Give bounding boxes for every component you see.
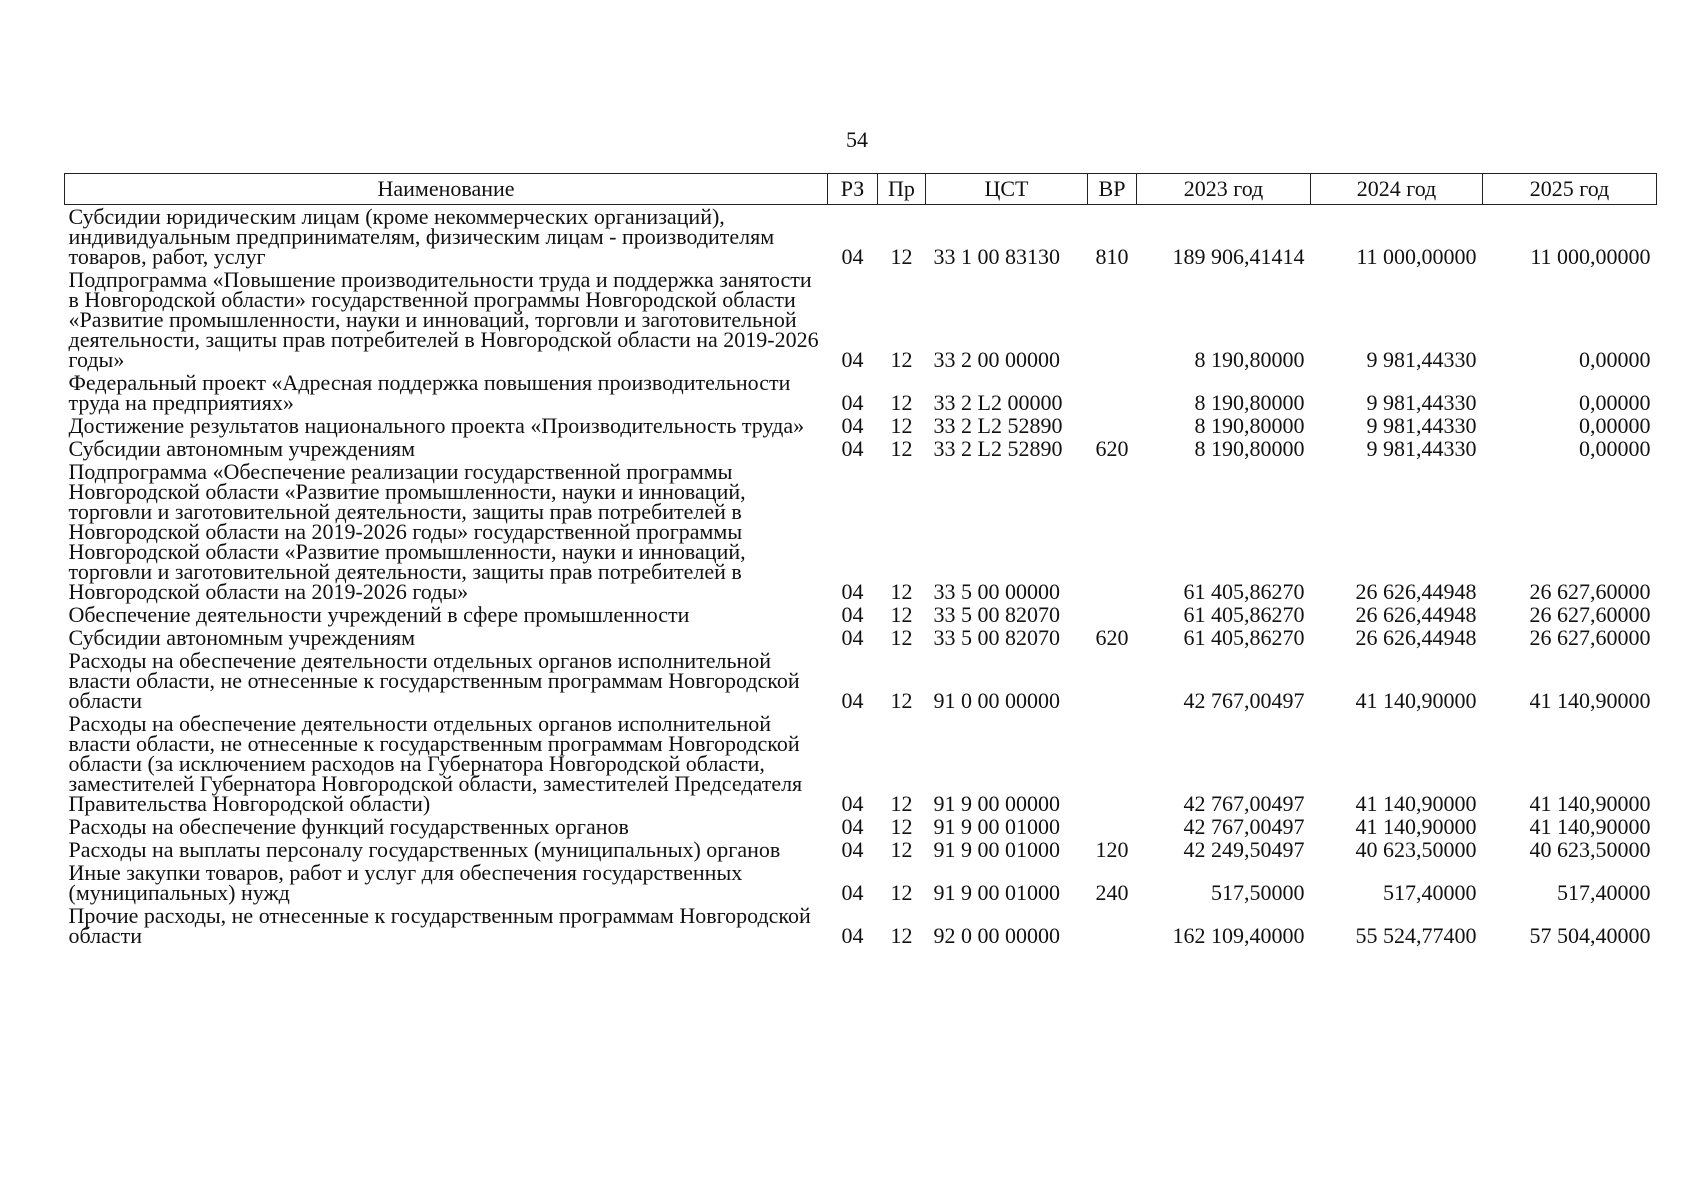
cell-pr: 12 (890, 602, 913, 627)
cell-cst: 91 9 00 01000 (933, 814, 1060, 839)
cell-pr: 12 (890, 625, 913, 650)
table-header (65, 174, 1657, 205)
cell-2024: 26 626,44948 (1355, 579, 1477, 604)
cell-2025: 0,00000 (1579, 390, 1651, 415)
cell-2023: 8 190,80000 (1194, 390, 1305, 415)
cell-vr (1088, 460, 1137, 603)
cell-cst: 33 5 00 00000 (933, 579, 1060, 604)
cell-2024: 41 140,90000 (1355, 791, 1477, 816)
cell-name: Расходы на обеспечение деятельности отдельных органов исполнительной власти области, не отнесенные к государственным программам Новгородской области (68, 648, 800, 713)
table-row (65, 414, 1657, 437)
cell-name: Расходы на обеспечение функций государственных органов (68, 814, 629, 839)
cell-2023: 61 405,86270 (1183, 625, 1305, 650)
table-row (65, 712, 1657, 815)
cell-vr (1088, 815, 1137, 838)
cell-vr: 810 (1095, 244, 1129, 269)
cell-name: Расходы на выплаты персоналу государственных (муниципальных) органов (68, 837, 781, 862)
table-row (65, 815, 1657, 838)
cell-vr: 620 (1095, 625, 1129, 650)
cell-pr: 12 (890, 837, 913, 862)
cell-pr: 12 (890, 579, 913, 604)
cell-vr: 240 (1095, 880, 1129, 905)
cell-cst: 33 2 00 00000 (933, 347, 1060, 372)
cell-rz: 04 (841, 244, 864, 269)
cell-cst: 33 5 00 82070 (933, 625, 1060, 650)
cell-2025: 0,00000 (1579, 347, 1651, 372)
cell-rz: 04 (841, 837, 864, 862)
cell-2024: 517,40000 (1383, 880, 1477, 905)
cell-rz: 04 (841, 413, 864, 438)
cell-2024: 26 626,44948 (1355, 602, 1477, 627)
table-row (65, 649, 1657, 712)
table-row (65, 268, 1657, 371)
cell-name: Достижение результатов национального проекта «Производительность труда» (68, 413, 805, 438)
header-vr: ВР (1088, 174, 1137, 205)
cell-rz: 04 (841, 347, 864, 372)
table-row (65, 371, 1657, 414)
cell-vr: 620 (1095, 436, 1129, 461)
cell-vr (1088, 268, 1137, 371)
cell-2025: 517,40000 (1557, 880, 1651, 905)
cell-pr: 12 (890, 688, 913, 713)
cell-2025: 57 504,40000 (1529, 923, 1651, 948)
header-rz: РЗ (828, 174, 878, 205)
cell-2023: 162 109,40000 (1172, 923, 1305, 948)
cell-name: Субсидии автономным учреждениям (68, 625, 416, 650)
cell-2025: 26 627,60000 (1529, 602, 1651, 627)
table-row (65, 205, 1657, 269)
cell-2024: 9 981,44330 (1366, 347, 1477, 372)
cell-2024: 40 623,50000 (1355, 837, 1477, 862)
cell-2023: 42 767,00497 (1183, 814, 1305, 839)
cell-name: Подпрограмма «Повышение производительности труда и поддержка занятости в Новгородской области» государственной программы Новгородской области «Развитие промышленности, науки и инноваций, торговли и заготовительной деятельности, защиты прав потребителей в Новгородской области на 2019-2026 годы» (68, 267, 819, 372)
cell-2025: 26 627,60000 (1529, 625, 1651, 650)
cell-name: Обеспечение деятельности учреждений в сфере промышленности (68, 602, 690, 627)
cell-2024: 26 626,44948 (1355, 625, 1477, 650)
cell-2024: 41 140,90000 (1355, 814, 1477, 839)
cell-2025: 0,00000 (1579, 413, 1651, 438)
cell-cst: 91 0 00 00000 (933, 688, 1060, 713)
cell-2024: 41 140,90000 (1355, 688, 1477, 713)
cell-2024: 9 981,44330 (1366, 390, 1477, 415)
cell-name: Федеральный проект «Адресная поддержка повышения производительности труда на предприятиях» (68, 370, 791, 415)
cell-rz: 04 (841, 880, 864, 905)
cell-2024: 55 524,77400 (1355, 923, 1477, 948)
cell-2023: 189 906,41414 (1172, 244, 1305, 269)
cell-2023: 8 190,80000 (1194, 347, 1305, 372)
cell-name: Субсидии юридическим лицам (кроме некоммерческих организаций), индивидуальным предпринимателям, физическим лицам - производителям товаров, работ, услуг (68, 204, 775, 269)
cell-2023: 8 190,80000 (1194, 436, 1305, 461)
cell-name: Подпрограмма «Обеспечение реализации государственной программы Новгородской области «Развитие промышленности, науки и инноваций, торговли и заготовительной деятельности, защиты прав потребителей в Новгородской области на 2019-2026 годы» государственной программы Новгородской области «Развитие промышленности, науки и инноваций, торговли и заготовительной деятельности, защиты прав потребителей в Новгородской области на 2019-2026 годы» (68, 459, 746, 604)
cell-vr (1088, 371, 1137, 414)
cell-pr: 12 (890, 347, 913, 372)
cell-pr: 12 (890, 880, 913, 905)
header-2024: 2024 год (1311, 174, 1483, 205)
cell-2025: 40 623,50000 (1529, 837, 1651, 862)
cell-rz: 04 (841, 579, 864, 604)
cell-cst: 91 9 00 01000 (933, 837, 1060, 862)
cell-pr: 12 (890, 791, 913, 816)
table-row (65, 904, 1657, 947)
cell-pr: 12 (890, 413, 913, 438)
cell-rz: 04 (841, 390, 864, 415)
table-row (65, 460, 1657, 603)
budget-table (64, 173, 1657, 947)
cell-rz: 04 (841, 791, 864, 816)
cell-2023: 61 405,86270 (1183, 602, 1305, 627)
cell-vr: 120 (1095, 837, 1129, 862)
cell-2023: 517,50000 (1211, 880, 1305, 905)
header-row (65, 174, 1657, 205)
cell-rz: 04 (841, 814, 864, 839)
cell-name: Расходы на обеспечение деятельности отдельных органов исполнительной власти области, не отнесенные к государственным программам Новгородской области (за исключением расходов на Губернатора Новгородской области, заместителей Губернатора Новгородской области, заместителей Председателя Правительства Новгородской области) (68, 711, 803, 816)
table-row (65, 603, 1657, 626)
cell-2025: 41 140,90000 (1529, 814, 1651, 839)
cell-cst: 92 0 00 00000 (933, 923, 1060, 948)
table-row (65, 838, 1657, 861)
cell-2023: 42 767,00497 (1183, 791, 1305, 816)
cell-rz: 04 (841, 688, 864, 713)
cell-vr (1088, 649, 1137, 712)
cell-pr: 12 (890, 923, 913, 948)
header-name: Наименование (65, 174, 828, 205)
header-2023: 2023 год (1137, 174, 1311, 205)
cell-2023: 42 767,00497 (1183, 688, 1305, 713)
header-2025: 2025 год (1483, 174, 1657, 205)
cell-name: Прочие расходы, не отнесенные к государственным программам Новгородской области (68, 903, 811, 948)
cell-vr (1088, 904, 1137, 947)
cell-2024: 11 000,00000 (1356, 244, 1477, 269)
cell-name: Субсидии автономным учреждениям (68, 436, 416, 461)
cell-2023: 8 190,80000 (1194, 413, 1305, 438)
table-row (65, 437, 1657, 460)
cell-2024: 9 981,44330 (1366, 413, 1477, 438)
cell-cst: 33 2 L2 52890 (933, 413, 1063, 438)
cell-2023: 61 405,86270 (1183, 579, 1305, 604)
cell-2023: 42 249,50497 (1183, 837, 1305, 862)
cell-cst: 91 9 00 01000 (933, 880, 1060, 905)
table-row (65, 626, 1657, 649)
cell-cst: 33 5 00 82070 (933, 602, 1060, 627)
cell-rz: 04 (841, 923, 864, 948)
cell-pr: 12 (890, 814, 913, 839)
cell-pr: 12 (890, 390, 913, 415)
cell-2025: 0,00000 (1579, 436, 1651, 461)
cell-vr (1088, 603, 1137, 626)
header-pr: Пр (878, 174, 926, 205)
table-body (65, 205, 1657, 948)
page-number: 54 (846, 127, 868, 152)
cell-2025: 11 000,00000 (1530, 244, 1651, 269)
header-cst: ЦСТ (926, 174, 1088, 205)
cell-cst: 91 9 00 00000 (933, 791, 1060, 816)
cell-rz: 04 (841, 602, 864, 627)
cell-rz: 04 (841, 625, 864, 650)
cell-pr: 12 (890, 244, 913, 269)
cell-name: Иные закупки товаров, работ и услуг для обеспечения государственных (муниципальных) нужд (68, 860, 743, 905)
cell-cst: 33 1 00 83130 (933, 244, 1060, 269)
cell-pr: 12 (890, 436, 913, 461)
cell-vr (1088, 712, 1137, 815)
table-row (65, 861, 1657, 904)
cell-vr (1088, 414, 1137, 437)
cell-2025: 41 140,90000 (1529, 791, 1651, 816)
cell-cst: 33 2 L2 00000 (933, 390, 1063, 415)
cell-rz: 04 (841, 436, 864, 461)
cell-2024: 9 981,44330 (1366, 436, 1477, 461)
cell-2025: 26 627,60000 (1529, 579, 1651, 604)
cell-cst: 33 2 L2 52890 (933, 436, 1063, 461)
cell-2025: 41 140,90000 (1529, 688, 1651, 713)
